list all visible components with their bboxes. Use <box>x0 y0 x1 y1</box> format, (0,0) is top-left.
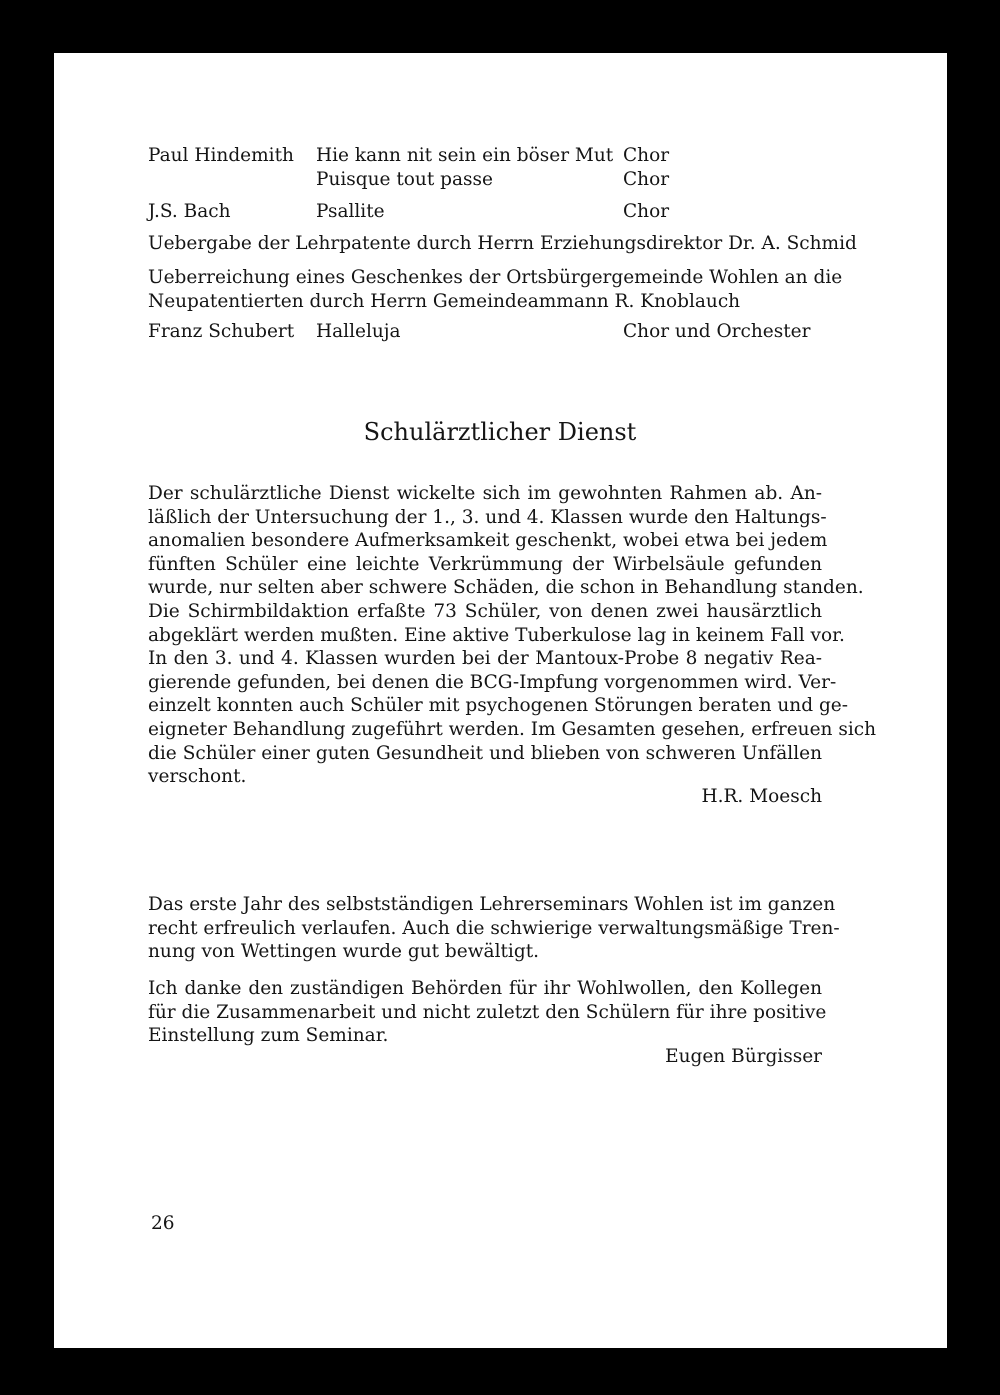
program-performer: Chor und Orchester <box>623 321 811 342</box>
program-performer: Chor <box>623 145 670 166</box>
program-composer: Paul Hindemith <box>148 145 294 166</box>
thanks-paragraph: Ich danke den zuständigen Behörden für ihr Wohlwollen, den Kollegen für die Zusammenarbeit und nicht zuletzt den Schülern für ihre positive Einstellung zum Seminar. <box>148 978 827 1047</box>
program-piece: Puisque tout passe <box>316 169 493 190</box>
program-composer: J.S. Bach <box>148 201 231 222</box>
page-number: 26 <box>151 1213 175 1234</box>
program-performer: Chor <box>623 169 670 190</box>
program-composer: Franz Schubert <box>148 321 295 342</box>
closing-paragraph: Das erste Jahr des selbstständigen Lehrerseminars Wohlen ist im ganzen recht erfreulich verlaufen. Auch die schwierige verwaltungsmäßige Tren- nung von Wettingen wurde gut bewältigt. <box>148 894 840 963</box>
signature: Eugen Bürgisser <box>665 1046 822 1067</box>
program-piece: Psallite <box>316 201 385 222</box>
program-piece: Hie kann nit sein ein böser Mut <box>316 145 614 166</box>
section-heading: Schulärztlicher Dienst <box>363 418 637 446</box>
program-piece: Halleluja <box>316 321 401 342</box>
program-item-patents: Uebergabe der Lehrpatente durch Herrn Erziehungsdirektor Dr. A. Schmid <box>148 233 857 254</box>
signature: H.R. Moesch <box>701 786 822 807</box>
school-doctor-paragraph: Der schulärztliche Dienst wickelte sich im gewohnten Rahmen ab. An- läßlich der Untersuchung der 1., 3. und 4. Klassen wurde den Haltungs- anomalien besondere Aufmerksamkeit geschenkt, wobei etwa bei jedem fünften Schüler eine leichte Verkrümmung der Wirbelsäule gefunden wurde, nur selten aber schwere Schäden, die schon in Behandlung standen. Die Schirmbildaktion erfaßte 73 Schüler, von denen zwei hausärztlich abgeklärt werden mußten. Eine aktive Tuberkulose lag in keinem Fall vor. In den 3. und 4. Klassen wurden bei der Mantoux-Probe 8 negativ Rea- gierende gefunden, bei denen die BCG-Impfung vorgenommen wird. Ver- einzelt konnten auch Schüler mit psychogenen Störungen beraten und ge- eigneter Behandlung zugeführt werden. Im Gesamten gesehen, erfreuen sich die Schüler einer guten Gesundheit und blieben von schweren Unfällen verschont. <box>148 483 877 788</box>
program-item-gift: Ueberreichung eines Geschenkes der Ortsbürgergemeinde Wohlen an die Neupatentierten durch Herrn Gemeindeammann R. Knoblauch <box>148 267 843 312</box>
program-performer: Chor <box>623 201 670 222</box>
